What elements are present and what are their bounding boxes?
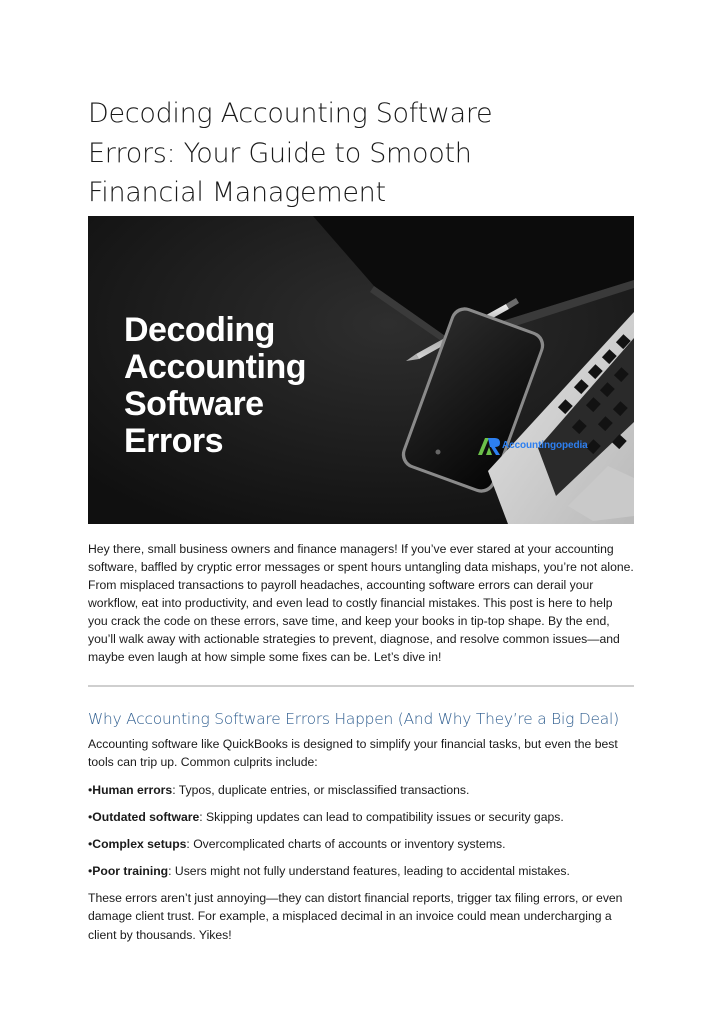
hero-headline-line: Accounting [124,347,306,386]
title-line: Financial Management [88,177,386,208]
bullet-text: : Users might not fully understand features, leading to accidental mistakes. [168,864,570,879]
bullet-icon: • [88,783,93,798]
title-line: Errors: Your Guide to Smooth [88,137,472,169]
section-divider [88,685,634,687]
bullet-term: Complex setups [92,837,187,852]
brand-logo-icon [477,436,501,456]
culprits-list [88,781,634,880]
hero-image [88,216,634,524]
brand-logo [477,436,588,456]
title-line: Decoding Accounting Software [88,98,493,129]
list-item [88,862,634,880]
bullet-icon: • [88,864,93,879]
document-page [88,94,634,944]
bullet-term: Outdated software [92,810,200,825]
brand-name: Accountingopedia [502,440,588,451]
hero-headline-line: Decoding [124,310,275,349]
list-item [88,781,634,799]
bullet-icon: • [88,837,93,852]
hero-headline-line: Software [124,384,264,423]
bullet-text: : Skipping updates can lead to compatibility issues or security gaps. [199,810,564,825]
list-item [88,808,634,826]
closing-paragraph: These errors aren’t just annoying—they can distort financial reports, trigger tax filing errors, or even damage client trust. For example, a misplaced decimal in an invoice could mean undercharging a client by thousands. Yikes! [88,891,623,942]
section-intro-paragraph: Accounting software like QuickBooks is designed to simplify your financial tasks, but even the best tools can trip up. Common culprits include: [88,737,618,770]
bullet-term: Human errors [92,783,173,798]
section-heading: Why Accounting Software Errors Happen (And Why They’re a Big Deal) [88,710,619,729]
bullet-term: Poor training [92,864,169,879]
bullet-text: : Overcomplicated charts of accounts or inventory systems. [186,837,506,852]
bullet-text: : Typos, duplicate entries, or misclassified transactions. [172,783,470,798]
page-title [88,94,634,213]
list-item [88,835,634,853]
intro-paragraph: Hey there, small business owners and finance managers! If you’ve ever stared at your accounting software, baffled by cryptic error messages or spent hours untangling data mishaps, you’re not alone. From misplaced transactions to payroll headaches, accounting software errors can derail your workflow, eat into productivity, and even lead to costly financial mistakes. This post is here to help you crack the code on these errors, save time, and keep your books in tip-top shape. By the end, you’ll walk away with actionable strategies to prevent, diagnose, and resolve common issues—and maybe even laugh at how simple some fixes can be. Let’s dive in! [88,541,634,665]
bullet-icon: • [88,810,93,825]
hero-headline [124,312,306,460]
hero-headline-line: Errors [124,421,224,460]
